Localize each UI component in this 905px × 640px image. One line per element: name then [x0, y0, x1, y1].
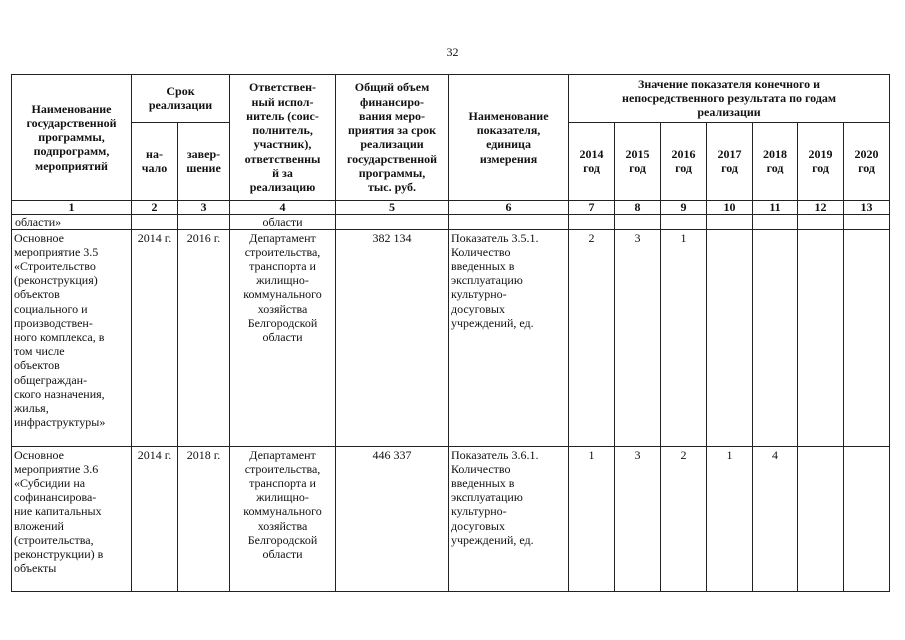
text-line: ный испол-	[251, 94, 314, 109]
column-number: 8	[615, 200, 661, 214]
header-volume	[336, 75, 449, 201]
text-line: том числе	[14, 344, 65, 359]
text-line: реализацию	[249, 179, 316, 194]
text-line: Количество	[451, 461, 511, 476]
text-line: вложений	[14, 518, 64, 533]
text-line: Количество	[451, 244, 511, 259]
value-2017	[707, 229, 753, 446]
text-line: ского назначения,	[14, 386, 105, 401]
header-values	[569, 75, 890, 123]
header-term	[132, 75, 230, 123]
column-number: 3	[178, 200, 230, 214]
financing-volume: 382 134	[336, 229, 449, 446]
text-line: Департамент	[249, 447, 316, 462]
text-line: й за	[272, 165, 293, 180]
header-year: 2015 год	[615, 122, 661, 200]
value-2014: 1	[569, 446, 615, 591]
text-line: реконструкции) в	[14, 547, 104, 562]
start-year: 2014 г.	[132, 446, 178, 591]
table-row	[12, 446, 890, 591]
text-line: коммунального	[243, 287, 322, 302]
end-year: 2016 г.	[178, 229, 230, 446]
text-line: Департамент	[249, 230, 316, 245]
text-line: объектов	[14, 287, 60, 302]
text-line: эксплуатацию	[451, 273, 523, 288]
text-line: реализации	[697, 105, 761, 120]
text-line: жилищно-	[256, 490, 309, 505]
text-line: единица	[486, 137, 531, 152]
text-line: Значение показателя конечного и	[638, 77, 821, 91]
text-line: хозяйства	[257, 301, 308, 316]
column-number: 7	[569, 200, 615, 214]
text-line: участник),	[253, 137, 312, 152]
column-number: 13	[844, 200, 890, 214]
text-line: софинансирова-	[14, 490, 97, 505]
text-line: Основное	[14, 447, 64, 462]
text-line: досуговых	[451, 301, 505, 316]
header-year: 2016 год	[661, 122, 707, 200]
text-line: программы,	[358, 165, 426, 180]
header-year: 2019 год	[798, 122, 844, 200]
text-line: нитель (соис-	[246, 108, 319, 123]
activity-name	[12, 229, 132, 446]
continuation-name: области»	[12, 214, 132, 229]
text-line: области	[262, 547, 303, 562]
text-line: культурно-	[451, 287, 507, 302]
text-line: мероприятий	[35, 158, 108, 173]
text-line: реализации	[148, 98, 213, 113]
text-line: введенных в	[451, 259, 515, 274]
column-number: 6	[449, 200, 569, 214]
text-line: государственной	[346, 151, 438, 166]
text-line: «Строительство	[14, 259, 96, 274]
text-line: жилья,	[14, 401, 49, 416]
text-line: транспорта и	[249, 476, 316, 491]
text-line: ответственны	[244, 151, 321, 166]
text-line: шение	[186, 161, 221, 176]
text-line: инфраструктуры»	[14, 415, 106, 430]
text-line: жилищно-	[256, 273, 309, 288]
header-responsible	[230, 75, 336, 201]
header-year: 2014 год	[569, 122, 615, 200]
text-line: непосредственного результата по годам	[622, 91, 837, 106]
text-line: культурно-	[451, 504, 507, 519]
text-line: государственной	[26, 116, 117, 130]
text-line: показателя,	[476, 123, 541, 138]
value-2015: 3	[615, 229, 661, 446]
column-number: 11	[753, 200, 798, 214]
responsible-executor	[230, 229, 336, 446]
header-indicator	[449, 75, 569, 201]
text-line: Белгородской	[247, 315, 318, 330]
column-number: 12	[798, 200, 844, 214]
value-2019	[798, 229, 844, 446]
text-line: ного комплекса, в	[14, 330, 105, 345]
text-line: строительства,	[244, 244, 321, 259]
value-2019	[798, 446, 844, 591]
text-line: Показатель 3.5.1.	[451, 230, 539, 245]
indicator-name	[449, 229, 569, 446]
text-line: эксплуатацию	[451, 490, 523, 505]
text-line: чало	[141, 161, 168, 176]
text-line: приятия за срок	[348, 123, 437, 138]
text-line: объекты	[14, 561, 57, 576]
column-number: 1	[12, 200, 132, 214]
text-line: учреждений, ед.	[451, 315, 534, 330]
text-line: (реконструкция)	[14, 273, 98, 288]
text-line: «Субсидии на	[14, 476, 86, 491]
value-2020	[844, 446, 890, 591]
header-year: 2017 год	[707, 122, 753, 200]
text-line: учреждений, ед.	[451, 532, 534, 547]
text-line: Белгородской	[247, 532, 318, 547]
text-line: завер-	[186, 146, 221, 161]
column-number: 4	[230, 200, 336, 214]
text-line: реализации	[360, 137, 424, 152]
text-line: Показатель 3.6.1.	[451, 447, 539, 462]
text-line: хозяйства	[257, 518, 308, 533]
column-number: 10	[707, 200, 753, 214]
value-2018	[753, 229, 798, 446]
header-year: 2020 год	[844, 122, 890, 200]
text-line: коммунального	[243, 504, 322, 519]
text-line: тыс. руб.	[368, 179, 416, 194]
continuation-row	[12, 214, 890, 229]
header-start	[132, 122, 178, 200]
financing-volume: 446 337	[336, 446, 449, 591]
text-line: мероприятие 3.5	[14, 244, 99, 259]
text-line: транспорта и	[249, 259, 316, 274]
value-2014: 2	[569, 229, 615, 446]
text-line: строительства,	[244, 461, 321, 476]
indicator-name	[449, 446, 569, 591]
text-line: Срок	[166, 84, 195, 99]
value-2016: 2	[661, 446, 707, 591]
responsible-executor	[230, 446, 336, 591]
text-line: мероприятие 3.6	[14, 461, 99, 476]
header-year: 2018 год	[753, 122, 798, 200]
text-line: измерения	[479, 151, 538, 166]
text-line: общеграждан-	[14, 372, 88, 387]
value-2016: 1	[661, 229, 707, 446]
activity-name	[12, 446, 132, 591]
value-2018: 4	[753, 446, 798, 591]
header-end	[178, 122, 230, 200]
value-2017: 1	[707, 446, 753, 591]
column-number: 9	[661, 200, 707, 214]
text-line: финансиро-	[360, 94, 424, 109]
table-row	[12, 229, 890, 446]
text-line: объектов	[14, 358, 60, 373]
header-name	[12, 75, 132, 201]
value-2020	[844, 229, 890, 446]
column-number: 5	[336, 200, 449, 214]
text-line: Основное	[14, 230, 64, 245]
text-line: ние капитальных	[14, 504, 102, 519]
column-number-row	[12, 200, 890, 214]
text-line: социального и	[14, 301, 88, 316]
value-2015: 3	[615, 446, 661, 591]
text-line: подпрограмм,	[33, 144, 110, 159]
text-line: введенных в	[451, 476, 515, 491]
continuation-responsible: области	[230, 214, 336, 229]
text-line: (строительства,	[14, 532, 94, 547]
text-line: производствен-	[14, 315, 93, 330]
page-number: 32	[446, 45, 459, 59]
text-line: области	[262, 330, 303, 345]
end-year: 2018 г.	[178, 446, 230, 591]
program-table	[11, 74, 890, 592]
text-line: Наименование	[468, 108, 549, 123]
text-line: Ответствен-	[249, 80, 317, 95]
text-line: Наименование	[31, 101, 112, 116]
text-line: вания меро-	[359, 108, 425, 123]
text-line: программы,	[38, 130, 105, 145]
text-line: полнитель,	[252, 123, 313, 138]
start-year: 2014 г.	[132, 229, 178, 446]
text-line: досуговых	[451, 518, 505, 533]
text-line: Общий объем	[354, 80, 430, 95]
column-number: 2	[132, 200, 178, 214]
text-line: на-	[146, 146, 163, 161]
